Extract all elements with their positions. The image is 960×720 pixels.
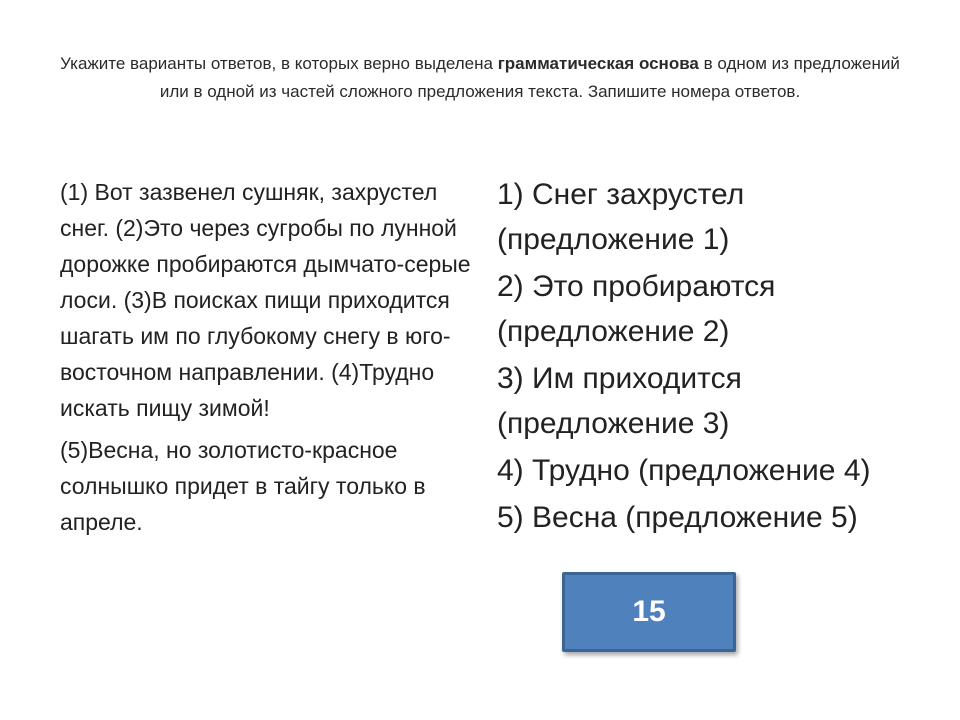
text-paragraph-2: (5)Весна, но золотисто-красное солнышко придет в тайгу только в апреле. [60, 437, 426, 535]
task-title-emphasis: грамматическая основа [497, 54, 699, 73]
source-text [60, 174, 480, 546]
answer-option-1: 1) Снег захрустел (предложение 1) [497, 178, 745, 256]
answer-option-4: 4) Трудно (предложение 4) [497, 454, 871, 487]
task-title-start: Укажите варианты ответов, в которых верно выделена [60, 54, 498, 73]
answer-option-2: 2) Это пробираются (предложение 2) [497, 270, 776, 348]
answer-options [497, 172, 927, 542]
task-title-end: в одном из предложений или в одной из частей сложного предложения текста. Запишите номера ответов. [159, 54, 900, 101]
task-title [50, 50, 910, 106]
answer-option-3: 3) Им приходится (предложение 3) [497, 362, 742, 440]
text-paragraph-1: (1) Вот зазвенел сушняк, захрустел снег. (2)Это через сугробы по лунной дорожке пробираются дымчато-серые лоси. (3)В поисках пищи приходится шагать им по глубокому снегу в юго-восточном направлении. (4)Трудно искать пищу зимой! [60, 179, 471, 421]
answer-option-5: 5) Весна (предложение 5) [497, 501, 858, 534]
answer-badge-label: 15 [632, 595, 666, 628]
answer-badge-button[interactable] [562, 572, 736, 652]
